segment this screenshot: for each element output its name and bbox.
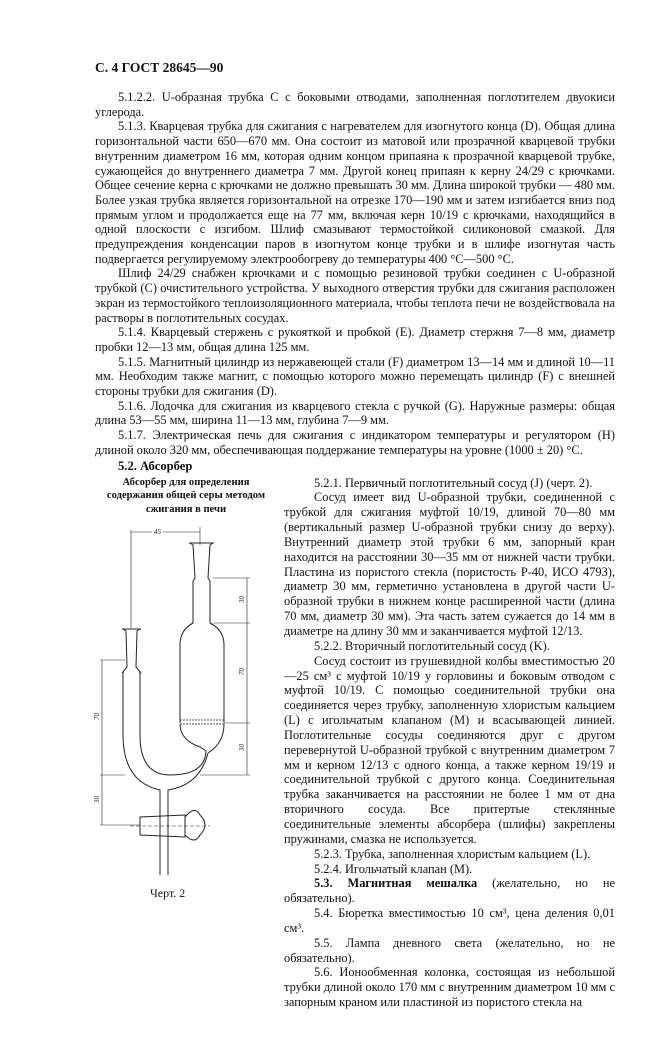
paragraph-5-1-7: 5.1.7. Электрическая печь для сжигания с индикатором температуры и регулятором (H) длиной около 320 мм, обеспечивающая поддержание температуры на уровне (1000 ± 20) °С. (95, 428, 615, 457)
paragraph-5-3 (284, 876, 615, 906)
section-5-3-text: (желательно, но не обязательно). (284, 876, 615, 906)
figure-caption: Черт. 2 (150, 886, 186, 901)
dim-45: 45 (154, 528, 161, 537)
paragraph-5-2-1: 5.2.1. Первичный поглотительный сосуд (J) (черт. 2). (314, 475, 593, 490)
paragraph-5-1-2-2: 5.1.2.2. U-образная трубка C с боковыми отводами, заполненная поглотителем двуокиси углерода. (95, 90, 615, 119)
paragraph-5-1-6: 5.1.6. Лодочка для сжигания из кварцевого стекла с ручкой (G). Наружные размеры: общая длина 53—55 мм, ширина 11—13 мм, глубина 7—9 мм. (95, 398, 615, 428)
page-header: С. 4 ГОСТ 28645—90 (95, 60, 224, 75)
absorber-drawing (80, 520, 270, 880)
two-column-section (95, 476, 615, 1010)
body-text (95, 90, 615, 458)
right-column-text (284, 476, 615, 1010)
paragraph-5-2-4: 5.2.4. Игольчатый клапан (M). (314, 861, 473, 876)
paragraph-vessel-k: Сосуд состоит из грушевидной колбы вместимостью 20—25 см³ с муфтой 10/19 у горловины и боковым отводом с муфтой 10/19. С помощью соединительной трубки она соединяется через трубку, заполненную хлористым кальцием (L) с игольчатым клапаном (M) и всасывающей линией. Поглотительные сосуды соединяются друг с другом перевернутой U-образной трубкой с внутренним диаметром 7 мм и керном 12/13 с одного конца, а также керном 19/19 и соединительной трубкой с другого конца. Соединительная трубка заканчивается на расстоянии не более 1 мм от дна вторичного сосуда. Все притертые стеклянные соединительные элементы абсорбера (шлифы) закреплены пружинами, смазка не используется. (284, 653, 615, 846)
figure-title: Абсорбер для определения содержания общей серы методом сжигания в печи (106, 476, 266, 515)
dim-r3: 30 (238, 744, 246, 752)
paragraph-vessel-j: Сосуд имеет вид U-образной трубки, соединенной с трубкой для сжигания муфтой 10/19, длиной 70—80 мм (вертикальный размер U-образной трубки снизу до верху). Внутренний диаметр этой трубки 6 мм, запорный кран находится на расстоянии 30—35 мм от нижней части трубки. Пластина из пористого стекла (пористость Р-40, ИСО 4793), диаметр 30 мм, герметично установлена в другой части U-образной трубки в нижнем конце расширенной части (длина 70 мм, диаметр 30 мм). Эта часть затем сужается до 14 мм в диаметре на длину 30 мм и заканчивается муфтой 12/13. (284, 490, 615, 639)
paragraph-5-1-3: 5.1.3. Кварцевая трубка для сжигания с нагревателем для изогнутого конца (D). Общая длина горизонтальной части 650—670 мм. Она состоит из матовой или прозрачной кварцевой трубки внутренним диаметром 16 мм, которая одним концом припаяна к прозрачной кварцевой трубке, сужающейся до внутреннего диаметра 7 мм. Другой конец припаян к керну 24/29 с крючками. Общее сечение керна с крючками не должно превышать 30 мм. Длина широкой трубки — 480 мм. Более узкая трубка является горизонтальной на отрезке 170—190 мм и затем изгибается вниз под прямым углом и продолжается еще на 77 мм, включая керн 10/19 с крючками, находящийся в одной плоскости с изгибом. Шлиф смазывают термостойкой силиконовой смазкой. Для предупреждения конденсации паров в изогнутом конце трубки и в шлифе изогнутая часть подвергается регулируемому электрообогреву до температуры 400 °С—500 °С. (95, 119, 615, 266)
paragraph-5-4: 5.4. Бюретка вместимостью 10 см³, цена деления 0,01 см³. (284, 906, 615, 935)
paragraph-5-1-4: 5.1.4. Кварцевый стержень с рукояткой и пробкой (E). Диаметр стержня 7—8 мм, диаметр пробки 12—13 мм, общая длина 125 мм. (95, 325, 615, 354)
paragraph-5-5: 5.5. Лампа дневного света (желательно, но не обязательно). (284, 935, 615, 965)
paragraph-5-1-5: 5.1.5. Магнитный цилиндр из нержавеющей стали (F) диаметром 13—14 мм и длиной 10—11 мм. Необходим также магнит, с помощью которого можно перемещать цилиндр (F) с внешней стороны трубки для сжигания (D). (95, 354, 615, 399)
paragraph-5-6: 5.6. Ионообменная колонка, состоящая из небольшой трубки длиной около 170 мм с внутренним диаметром 10 мм с запорным краном или пластиной из пористого стекла на (284, 965, 615, 1010)
figure-column (95, 476, 277, 901)
page (95, 0, 615, 1040)
dim-l1: 70 (93, 713, 101, 721)
dim-r1: 30 (238, 596, 246, 604)
paragraph-5-2-3: 5.2.3. Трубка, заполненная хлористым кальцием (L). (314, 846, 591, 861)
section-heading-5-3: 5.3. Магнитная мешалка (314, 876, 478, 891)
paragraph-5-2-2: 5.2.2. Вторичный поглотительный сосуд (K). (314, 638, 550, 653)
dim-r2: 70 (238, 668, 246, 676)
paragraph-shlif: Шлиф 24/29 снабжен крючками и с помощью резиновой трубки соединен с U-образной трубкой (C) очистительного устройства. У выходного отверстия трубки для сжигания расположен экран из термостойкого теплоизоляционного материала, чтобы теплота печи не воздействовала на растворы в поглотительных сосудах. (95, 266, 615, 325)
dim-l2: 30 (93, 796, 101, 804)
section-heading-5-2: 5.2. Абсорбер (118, 458, 193, 473)
